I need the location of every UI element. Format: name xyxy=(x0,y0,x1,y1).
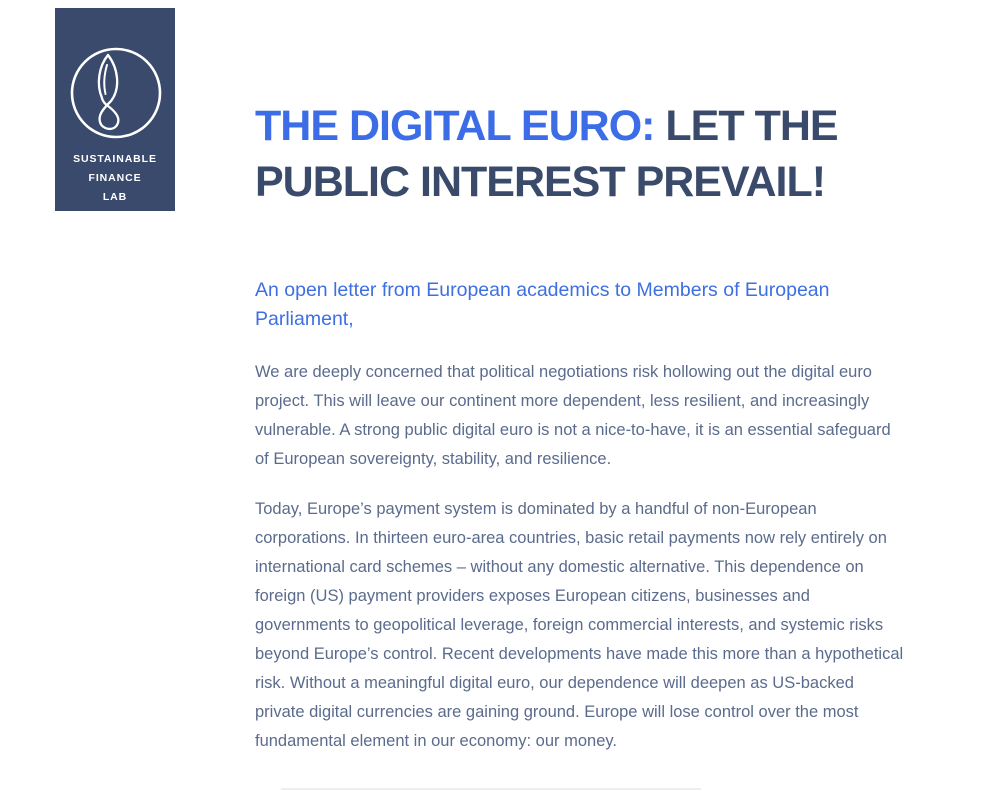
page-title-accent: THE DIGITAL EURO: xyxy=(255,102,655,150)
letter-paragraph-1: We are deeply concerned that political negotiations risk hollowing out the digital euro project. This will leave our continent more dependent, less resilient, and increasingly vulnerable. A strong public digital euro is not a nice-to-have, it is an essential safeguard of European sovereignty, stability, and resilience. xyxy=(255,363,891,468)
page-title-dark-part1: LET THE xyxy=(654,102,838,150)
letter-subheading: An open letter from European academics to Members of European Parliament, xyxy=(255,279,830,330)
page-bottom-divider xyxy=(281,788,701,790)
org-logo-line-2: FINANCE xyxy=(88,172,142,184)
org-logo xyxy=(55,8,175,211)
letter-paragraph-2: Today, Europe’s payment system is dominated by a handful of non-European corporations. In thirteen euro-area countries, basic retail payments now rely entirely on international card schemes – without any domestic alternative. This dependence on foreign (US) payment providers exposes European citizens, businesses and governments to geopolitical leverage, foreign commercial interests, and systemic risks beyond Europe’s control. Recent developments have made this more than a hypothetical risk. Without a meaningful digital euro, our dependence will deepen as US-backed private digital currencies are gaining ground. Europe will lose control over the most fundamental element in our economy: our money. xyxy=(255,500,904,750)
org-logo-line-1: SUSTAINABLE xyxy=(73,153,157,165)
org-logo-line-3: LAB xyxy=(102,191,128,203)
page-title xyxy=(255,98,935,210)
page-title-dark-part2: PUBLIC INTEREST PREVAIL! xyxy=(255,158,826,206)
org-logo-wordmark xyxy=(55,150,175,207)
